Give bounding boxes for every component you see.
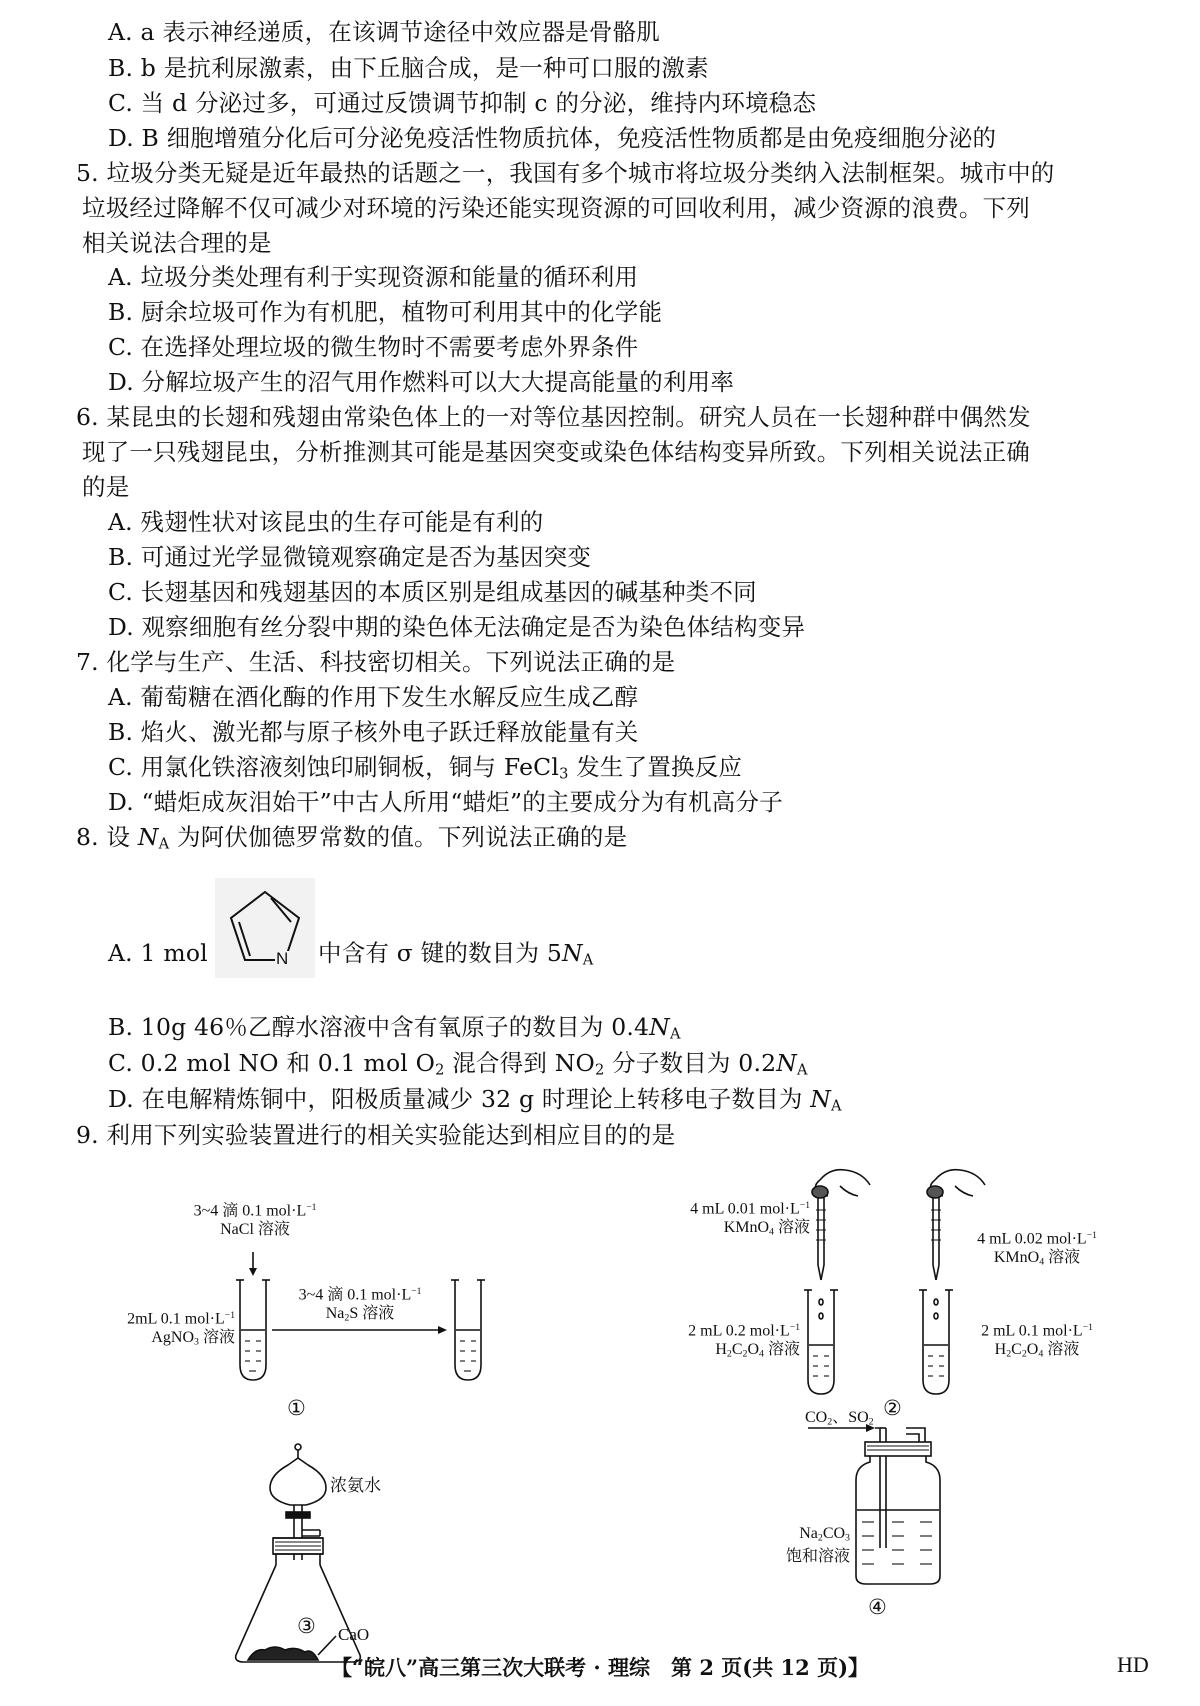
fig2-right-h2c2o4-label: 2 mL 0.1 $mol\cdot L^{-1}$ $H_2C_2O_4$ 溶液 (981, 1322, 1093, 1360)
q9-stem: 9. 利用下列实验装置进行的相关实验能达到相应目的的是 (76, 1121, 676, 1149)
q8-option-a-prefix: A. 1 mol (108, 939, 208, 967)
q6-stem-line3: 的是 (82, 473, 130, 501)
q7-stem: 7. 化学与生产、生活、科技密切相关。下列说法正确的是 (76, 648, 676, 676)
q6-option-a: A. 残翅性状对该昆虫的生存可能是有利的 (108, 508, 544, 536)
q8-option-a-suffix: 中含有 σ 键的数目为 $5N_A$ (318, 939, 594, 969)
q7-option-b: B. 焰火、激光都与原子核外电子跃迁释放能量有关 (108, 718, 639, 746)
page-footer: 【“皖八”高三第三次大联考 · 理综 第 2 页(共 12 页)】 (330, 1655, 870, 1680)
fig4-gas-label: $CO_2$、$SO_2$ (805, 1409, 874, 1428)
q5-stem-line1: 5. 垃圾分类无疑是近年最热的话题之一，我国有多个城市将垃圾分类纳入法制框架。城市中的 (76, 159, 1055, 187)
q4-option-b: B. b 是抗利尿激素，由下丘脑合成，是一种可口服的激素 (108, 54, 709, 82)
q6-option-b: B. 可通过光学显微镜观察确定是否为基因突变 (108, 543, 592, 571)
fig2-right-kmno4-label: 4 mL 0.02 $mol\cdot L^{-1}$ KMnO$_4$ 溶液 (977, 1230, 1097, 1268)
q5-stem-line3: 相关说法合理的是 (82, 229, 272, 257)
q7-option-d: D. “蜡炬成灰泪始干”中古人所用“蜡炬”的主要成分为有机高分子 (108, 788, 783, 816)
fig3-cao-label: CaO (338, 1625, 370, 1644)
q8-option-b: B. 10g 46％乙醇水溶液中含有氧原子的数目为 $0.4N_A$ (108, 1013, 681, 1043)
q4-option-d: D. B 细胞增殖分化后可分泌免疫活性物质抗体，免疫活性物质都是由免疫细胞分泌的 (108, 124, 997, 152)
q5-option-b: B. 厨余垃圾可作为有机肥，植物可利用其中的化学能 (108, 298, 663, 326)
fig4-number: ④ (868, 1595, 887, 1619)
fig3-ammonia-label: 浓氨水 (330, 1476, 381, 1495)
fig2-left-h2c2o4-label: 2 mL 0.2 $mol\cdot L^{-1}$ $H_2C_2O_4$ 溶液 (688, 1322, 800, 1360)
q8-option-d: D. 在电解精炼铜中，阳极质量减少 32 g 时理论上转移电子数目为 $N_A$ (108, 1085, 842, 1115)
q5-option-a: A. 垃圾分类处理有利于实现资源和能量的循环利用 (108, 263, 639, 291)
fig1-na2s-label: 3~4 滴 0.1 $mol\cdot L^{-1}$ $Na_2S$ 溶液 (298, 1286, 422, 1324)
ring-nitrogen-label: N (276, 949, 289, 968)
fig1-agno3-label: 2mL 0.1 $mol\cdot L^{-1}$ AgNO$_3$ 溶液 (127, 1310, 235, 1348)
q8-stem: 8. 设 $N_A$ 为阿伏伽德罗常数的值。下列说法正确的是 (76, 823, 628, 853)
q6-option-d: D. 观察细胞有丝分裂中期的染色体无法确定是否为染色体结构变异 (108, 613, 806, 641)
q7-option-c: C. 用氯化铁溶液刻蚀印刷铜板，铜与 FeCl$_3$ 发生了置换反应 (108, 753, 743, 783)
q5-option-d: D. 分解垃圾产生的沼气用作燃料可以大大提高能量的利用率 (108, 368, 735, 396)
q4-option-a: A. a 表示神经递质，在该调节途径中效应器是骨骼肌 (108, 18, 661, 46)
q5-option-c: C. 在选择处理垃圾的微生物时不需要考虑外界条件 (108, 333, 639, 361)
fig4-na2co3-label: $Na_2CO_3$ 饱和溶液 (785, 1525, 850, 1566)
fig3-number: ③ (297, 1614, 316, 1638)
fig2-left-kmno4-label: 4 mL 0.01 $mol\cdot L^{-1}$ KMnO$_4$ 溶液 (690, 1200, 810, 1238)
fig1-nacl-label: 3~4 滴 0.1 $mol\cdot L^{-1}$ NaCl 溶液 (193, 1202, 317, 1239)
q6-stem-line1: 6. 某昆虫的长翅和残翅由常染色体上的一对等位基因控制。研究人员在一长翅种群中偶然发 (76, 403, 1031, 431)
q8-option-c: C. 0.2 mol NO 和 0.1 mol $O_2$ 混合得到 $NO_2$ 分子数目为 $0.2N_A$ (108, 1049, 808, 1079)
q6-stem-line2: 现了一只残翅昆虫，分析推测其可能是基因突变或染色体结构变异所致。下列相关说法正确 (82, 438, 1030, 466)
corner-code: HD (1117, 1652, 1149, 1677)
q4-option-c: C. 当 d 分泌过多，可通过反馈调节抑制 c 的分泌，维持内环境稳态 (108, 89, 817, 117)
q5-stem-line2: 垃圾经过降解不仅可减少对环境的污染还能实现资源的可回收利用，减少资源的浪费。下列 (82, 194, 1030, 222)
fig2-number: ② (883, 1396, 902, 1420)
q7-option-a: A. 葡萄糖在酒化酶的作用下发生水解反应生成乙醇 (108, 683, 639, 711)
q6-option-c: C. 长翅基因和残翅基因的本质区别是组成基因的碱基种类不同 (108, 578, 757, 606)
fig1-number: ① (287, 1396, 306, 1420)
